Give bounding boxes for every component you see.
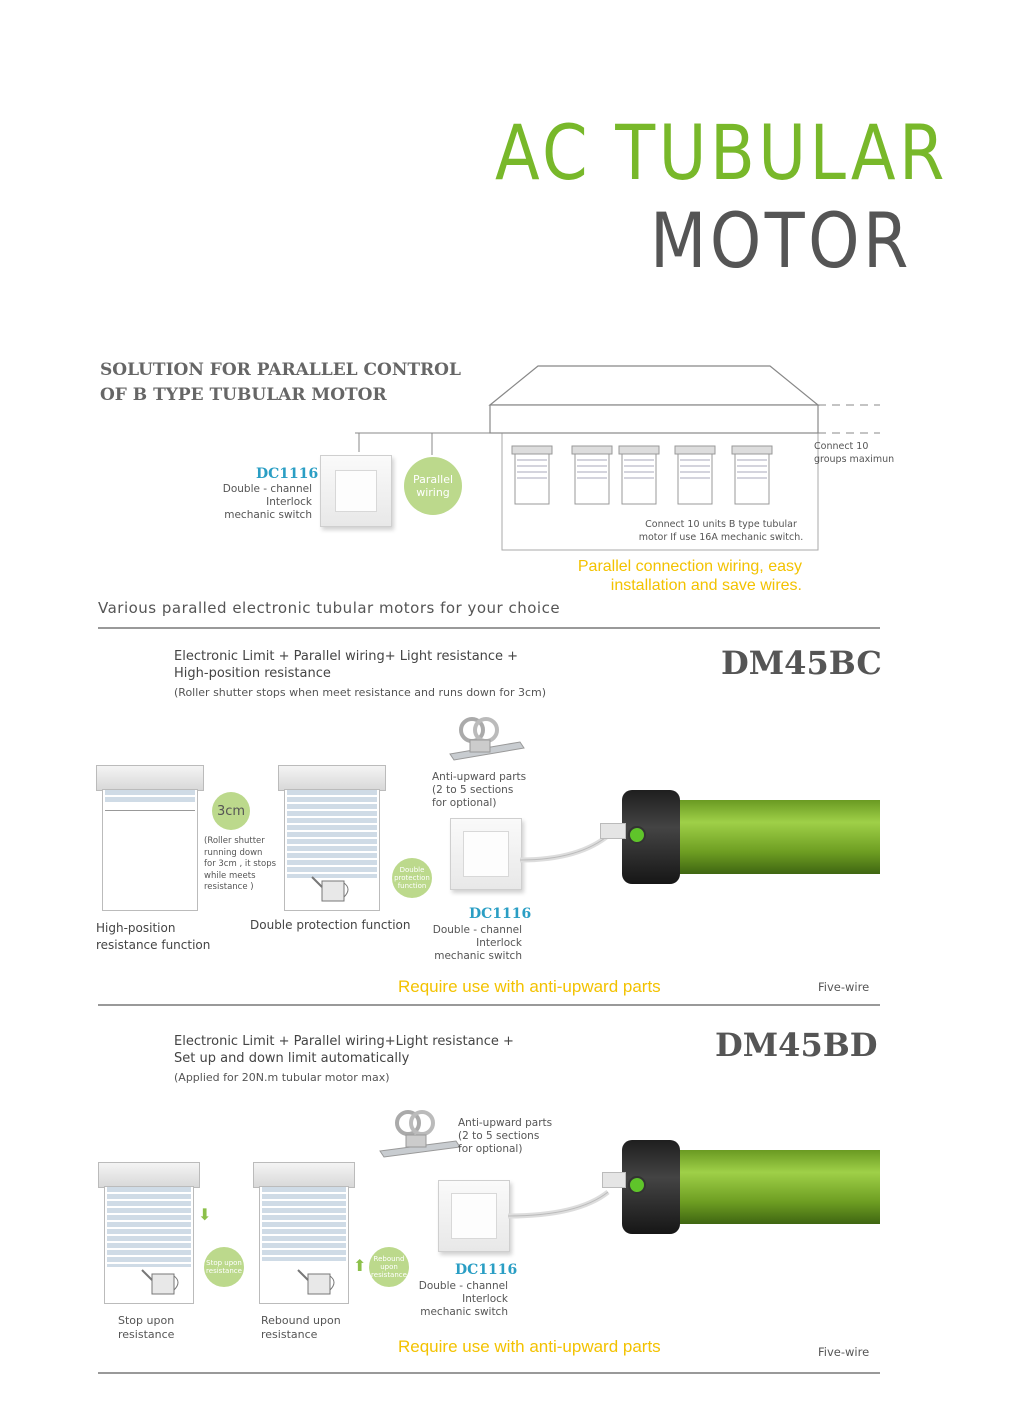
- watering-can-icon: [140, 1266, 184, 1296]
- title-line1: AC TUBULAR: [495, 108, 948, 197]
- arrow-up-icon: ⬆: [353, 1256, 367, 1275]
- dm45bd-requirement: Require use with anti-upward parts: [398, 1337, 661, 1356]
- caption-stop: Stop upon resistance: [118, 1314, 175, 1341]
- switch-model-label: DC1116: [256, 466, 319, 482]
- double-protection-bubble: Double protection function: [392, 858, 432, 898]
- divider: [98, 1372, 880, 1374]
- dc1116-switch: [320, 455, 392, 527]
- anti-upward-label: Anti-upward parts (2 to 5 sections for optional): [458, 1117, 553, 1155]
- arrow-down-icon: ⬇: [198, 1205, 212, 1224]
- dm45bc-description: Electronic Limit + Parallel wiring+ Light resistance + High-position resistance (Roller shutter stops when meet resistance and runs down for 3cm): [174, 649, 547, 699]
- tubular-motor: [670, 800, 880, 874]
- divider: [98, 1004, 880, 1006]
- tubular-motor: [670, 1150, 880, 1224]
- anti-upward-parts-icon: [376, 1105, 466, 1160]
- watering-can-icon: [296, 1266, 340, 1296]
- 3cm-bubble: 3cm: [212, 792, 250, 830]
- motor-connector: [600, 823, 626, 839]
- motor-head: [622, 790, 680, 884]
- switch-model-label: DC1116: [469, 906, 532, 922]
- shutter-box-top: [253, 1162, 355, 1188]
- shutter-box-top: [278, 765, 386, 791]
- dm45bd-model: DM45BD: [715, 1026, 878, 1064]
- dm45bc-wire: Five-wire: [818, 980, 870, 994]
- dm45bc-model: DM45BC: [721, 644, 882, 682]
- motor-head: [622, 1140, 680, 1234]
- shutter-box-top: [98, 1162, 200, 1188]
- stop-upon-resistance-bubble: Stop upon resistance: [204, 1247, 244, 1287]
- parallel-benefit: Parallel connection wiring, easy installation and save wires.: [577, 558, 802, 594]
- parallel-heading: SOLUTION FOR PARALLEL CONTROL OF B TYPE TUBULAR MOTOR: [100, 360, 461, 405]
- dc1116-switch: [450, 818, 522, 890]
- anti-upward-label: Anti-upward parts (2 to 5 sections for optional): [432, 771, 527, 809]
- window-frame: [102, 789, 198, 911]
- switch-model-label: DC1116: [455, 1262, 518, 1278]
- parallel-wiring-bubble: Parallel wiring: [404, 457, 462, 515]
- caption-high-position: High-position resistance function: [96, 921, 211, 952]
- dm45bd-wire: Five-wire: [818, 1345, 870, 1359]
- motor-connector: [602, 1172, 626, 1188]
- 3cm-note: (Roller shutter running down for 3cm , it stops while meets resistance ): [204, 836, 277, 892]
- connect-units-note: Connect 10 units B type tubular motor If use 16A mechanic switch.: [638, 519, 804, 543]
- caption-double-protection: Double protection function: [250, 918, 411, 932]
- switch-description: Double - channel Interlock mechanic switch: [222, 483, 312, 521]
- switch-description: Double - channel Interlock mechanic switch: [418, 1280, 508, 1318]
- connect-groups-note: Connect 10 groups maximun: [814, 441, 895, 465]
- title-line2: MOTOR: [650, 196, 912, 285]
- anti-upward-parts-icon: [440, 712, 530, 762]
- watering-can-icon: [310, 873, 354, 903]
- dc1116-switch: [438, 1180, 510, 1252]
- dm45bc-requirement: Require use with anti-upward parts: [398, 977, 661, 996]
- divider: [98, 627, 880, 629]
- shutter-box-top: [96, 765, 204, 791]
- dm45bd-description: Electronic Limit + Parallel wiring+Light resistance + Set up and down limit automatically (Applied for 20N.m tubular motor max): [174, 1034, 514, 1084]
- caption-rebound: Rebound upon resistance: [261, 1314, 341, 1341]
- various-heading: Various paralled electronic tubular motors for your choice: [98, 599, 561, 617]
- switch-description: Double - channel Interlock mechanic switch: [432, 924, 522, 962]
- rebound-upon-resistance-bubble: Rebound upon resistance: [369, 1247, 409, 1287]
